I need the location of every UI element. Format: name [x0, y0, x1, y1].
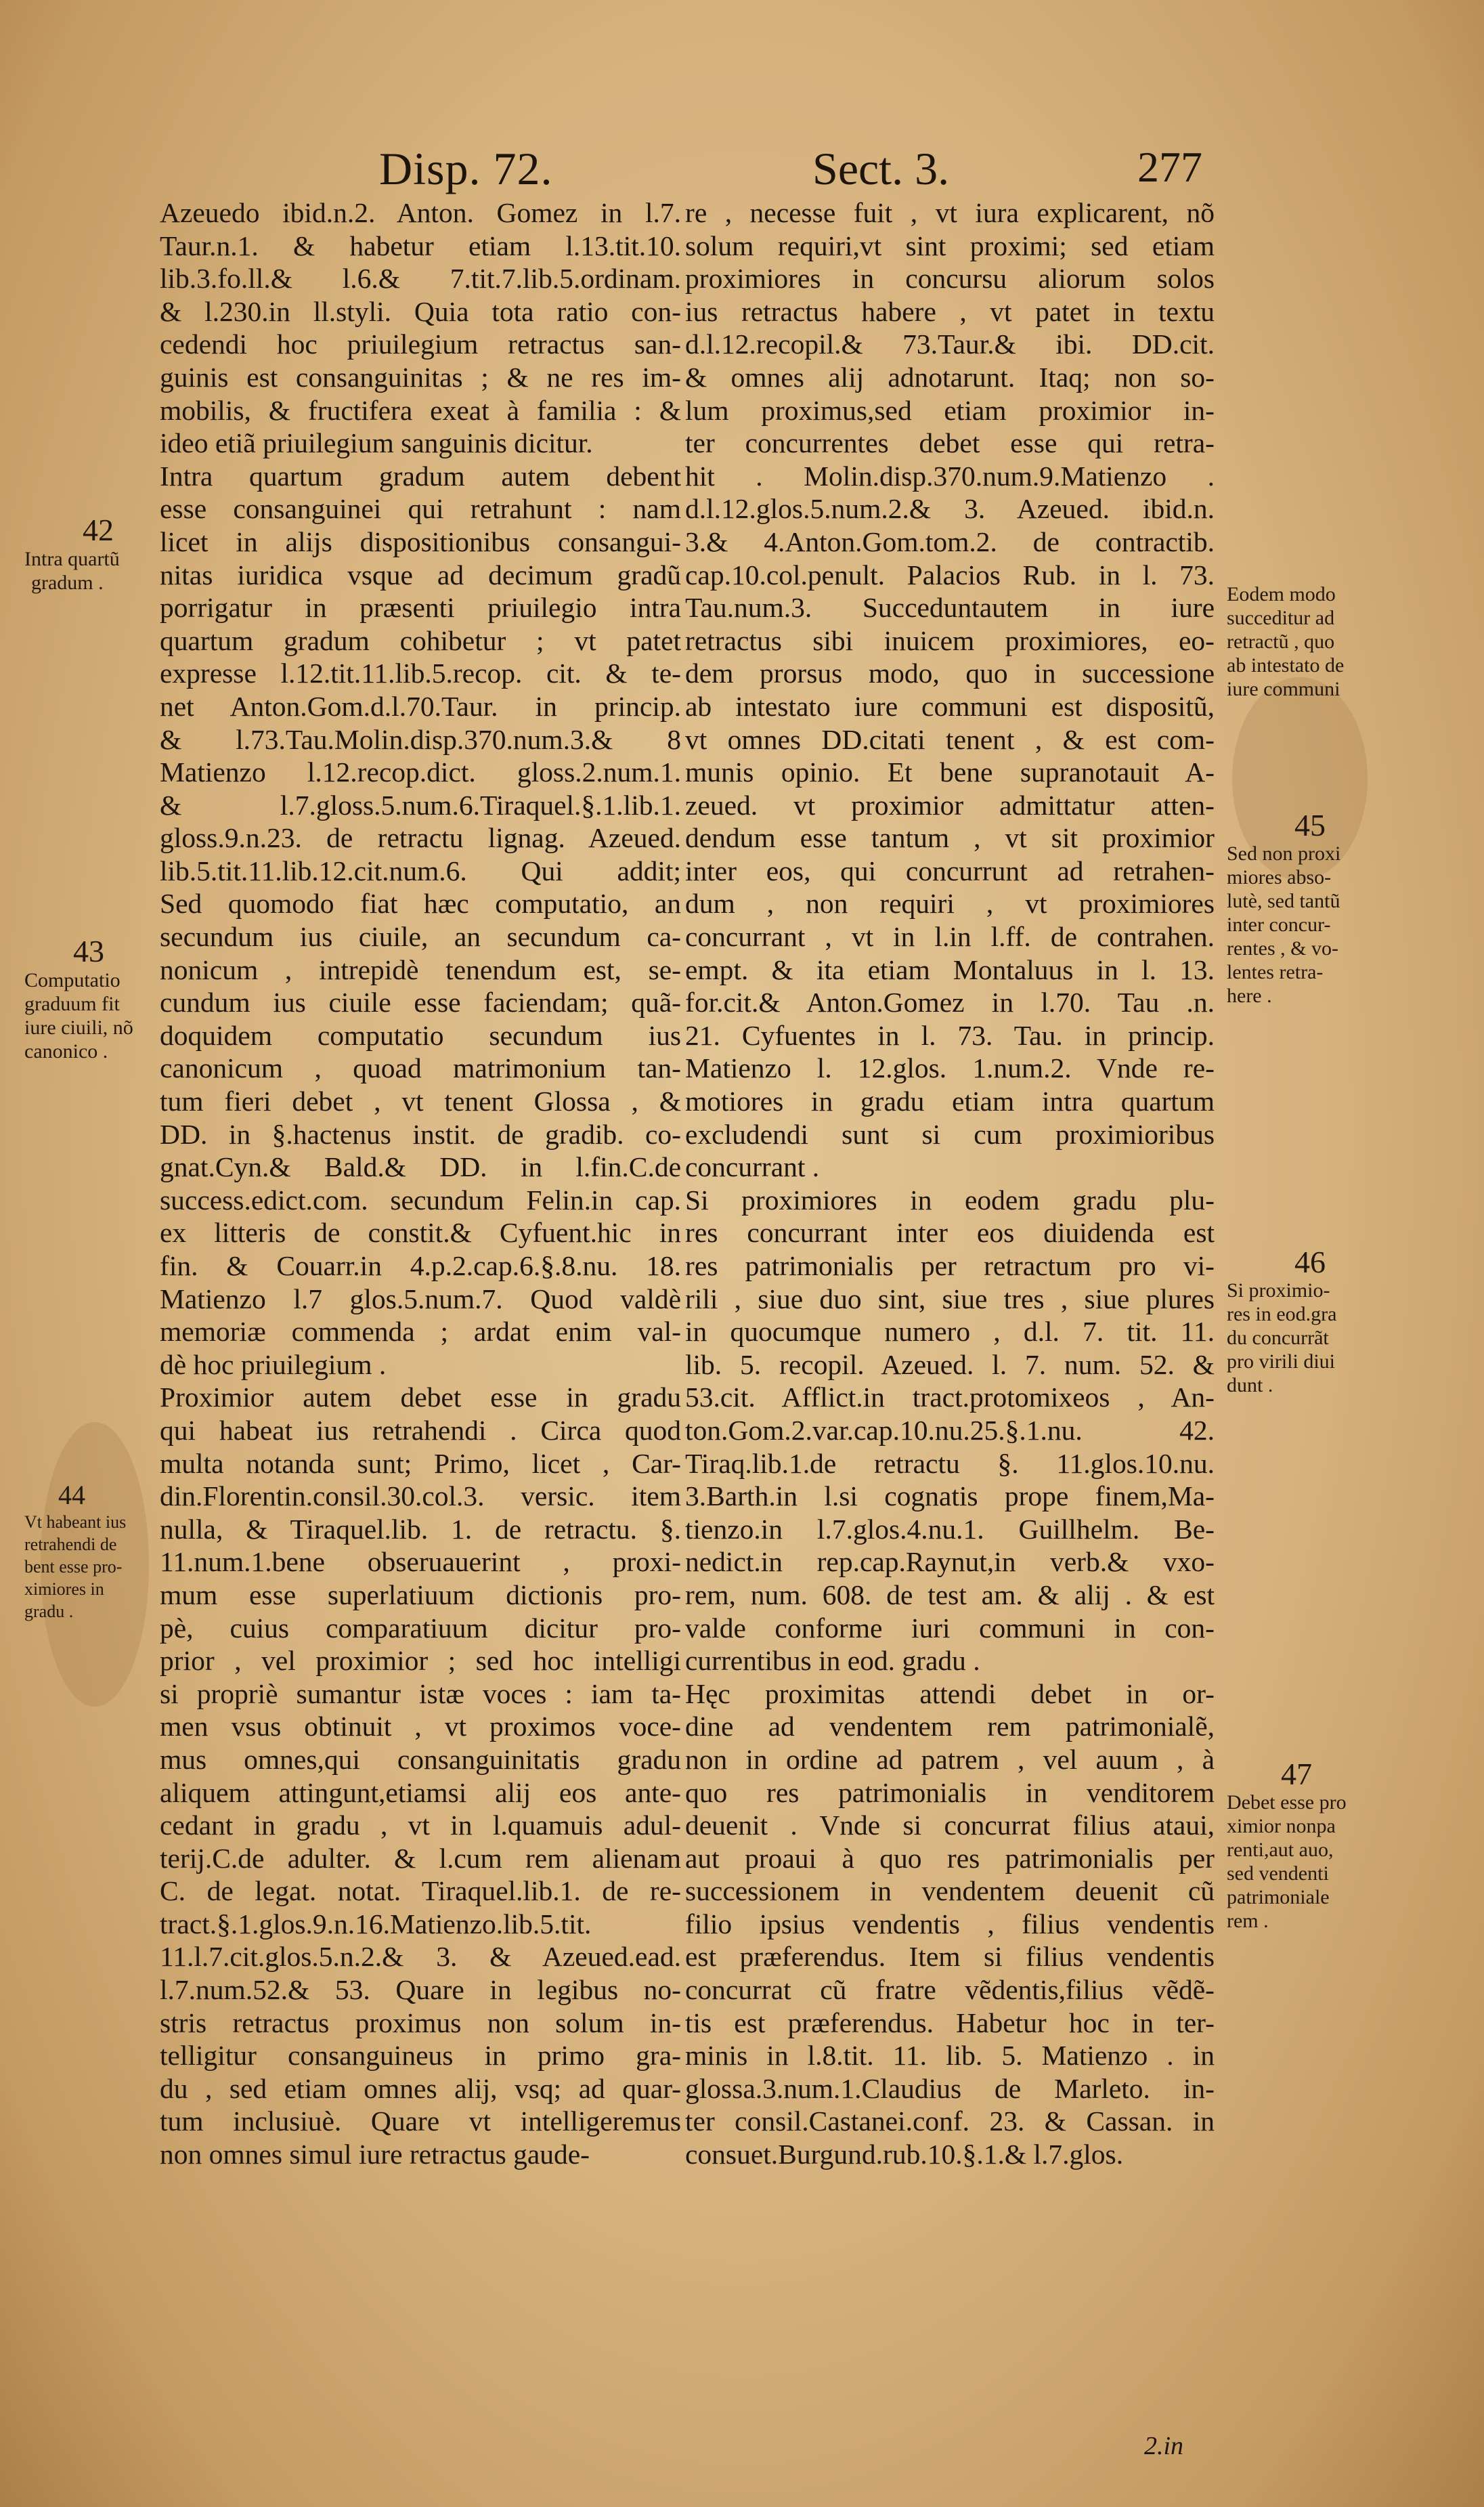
- text-line: Matienzo l.12.recop.dict. gloss.2.num.1.: [160, 756, 681, 788]
- margin-note-number: 45: [1294, 808, 1326, 842]
- margin-note-line: ab intestato de: [1227, 654, 1345, 677]
- text-line: esse consanguinei qui retrahunt : nam: [160, 493, 681, 525]
- text-line: & l.7.gloss.5.num.6.Tiraquel.§.1.lib.1.: [160, 789, 681, 821]
- text-line: vt omnes DD.citati tenent , & est com-: [685, 723, 1215, 755]
- text-line: munis opinio. Et bene supranotauit A-: [685, 756, 1215, 788]
- margin-note-number: 44: [58, 1480, 85, 1510]
- margin-note-line: rem .: [1227, 1910, 1269, 1932]
- text-line: res concurrant inter eos diuidenda est: [685, 1217, 1215, 1249]
- left-text-column: [160, 196, 681, 2171]
- text-line: success.edict.com. secundum Felin.in cap.: [160, 1184, 681, 1216]
- text-line: Taur.n.1. & habetur etiam l.13.tit.10.: [160, 230, 681, 261]
- header-section: Sect. 3.: [812, 143, 950, 194]
- margin-note-44: [24, 1480, 153, 1623]
- text-line: aliquem attingunt,etiamsi alij eos ante-: [160, 1776, 681, 1808]
- text-line: 53.cit. Afflict.in tract.protomixeos , An-: [685, 1381, 1215, 1413]
- text-line: prior , vel proximior ; sed hoc intelligi: [160, 1645, 681, 1677]
- text-line: doquidem computatio secundum ius: [160, 1019, 681, 1051]
- text-line: terij.C.de adulter. & l.cum rem alienam: [160, 1842, 681, 1874]
- margin-note-line: Intra quartũ: [24, 548, 120, 570]
- margin-note-line: res in eod.gra: [1227, 1303, 1337, 1325]
- text-line: canonicum , quoad matrimonium tan-: [160, 1052, 681, 1084]
- text-line: dè hoc priuilegium .: [160, 1348, 387, 1380]
- text-line: Matienzo l.7 glos.5.num.7. Quod valdè: [160, 1283, 681, 1314]
- text-line: est præferendus. Item si filius vendentis: [685, 1941, 1215, 1973]
- text-line: d.l.12.recopil.& 73.Taur.& ibi. DD.cit.: [685, 328, 1215, 360]
- header-disputation: Disp. 72.: [379, 143, 553, 194]
- margin-note-line: here .: [1227, 985, 1272, 1007]
- margin-note-number: 47: [1281, 1757, 1312, 1791]
- text-line: rili , siue duo sint, siue tres , siue plures: [685, 1283, 1215, 1314]
- margin-note-line: pro virili diui: [1227, 1350, 1335, 1373]
- text-line: rem, num. 608. de test am. & alij . & est: [685, 1579, 1215, 1610]
- text-line: nitas iuridica vsque ad decimum gradũ: [160, 559, 681, 591]
- text-line: si propriè sumantur istæ voces : iam ta-: [160, 1677, 681, 1709]
- margin-note-line: gradu .: [24, 1602, 74, 1621]
- text-line: solum requiri,vt sint proximi; sed etiam: [685, 230, 1215, 261]
- text-line: Tiraq.lib.1.de retractu §. 11.glos.10.nu.: [685, 1447, 1215, 1479]
- text-line: hit . Molin.disp.370.num.9.Matienzo .: [685, 460, 1215, 492]
- text-line: cundum ius ciuile esse faciendam; quã-: [160, 987, 681, 1019]
- text-line: dem prorsus modo, quo in successione: [685, 658, 1215, 689]
- margin-note-line: inter concur-: [1227, 914, 1331, 936]
- text-line: deuenit . Vnde si concurrat filius ataui,: [685, 1809, 1215, 1841]
- text-line: & omnes alij adnotarunt. Itaq; non so-: [685, 361, 1215, 393]
- text-line: glossa.3.num.1.Claudius de Marleto. in-: [685, 2072, 1215, 2104]
- text-line: net Anton.Gom.d.l.70.Taur. in princip.: [160, 690, 681, 722]
- margin-note-line: Sed non proxi: [1227, 842, 1341, 865]
- text-line: dum , non requiri , vt proximiores: [685, 888, 1215, 920]
- text-line: inter eos, qui concurrunt ad retrahen-: [685, 855, 1215, 886]
- text-line: non omnes simul iure retractus gaude-: [160, 2139, 590, 2170]
- text-line: C. de legat. notat. Tiraquel.lib.1. de re-: [160, 1875, 681, 1907]
- text-line: fin. & Couarr.in 4.p.2.cap.6.§.8.nu. 18.: [160, 1250, 681, 1281]
- text-line: gloss.9.n.23. de retractu lignag. Azeued.: [160, 822, 681, 854]
- text-line: cedendi hoc priuilegium retractus san-: [160, 328, 681, 360]
- text-line: tienzo.in l.7.glos.4.nu.1. Guillhelm. Be-: [685, 1513, 1215, 1545]
- margin-note-number: 42: [83, 513, 114, 547]
- text-line: lib. 5. recopil. Azeued. l. 7. num. 52. &: [685, 1348, 1215, 1380]
- margin-note-line: iure communi: [1227, 678, 1340, 700]
- text-line: secundum ius ciuile, an secundum ca-: [160, 921, 681, 953]
- text-line: 11.num.1.bene obseruauerint , proxi-: [160, 1546, 681, 1578]
- margin-note-45: [1227, 809, 1389, 1008]
- text-line: minis in l.8.tit. 11. lib. 5. Matienzo . in: [685, 2040, 1215, 2072]
- text-line: valde conforme iuri communi in con-: [685, 1612, 1215, 1644]
- text-line: qui habeat ius retrahendi . Circa quod: [160, 1414, 681, 1446]
- text-line: multa notanda sunt; Primo, licet , Car-: [160, 1447, 681, 1479]
- text-line: l.7.num.52.& 53. Quare in legibus no-: [160, 1974, 681, 2006]
- margin-note-number: 46: [1294, 1245, 1326, 1279]
- text-line: stris retractus proximus non solum in-: [160, 2007, 681, 2038]
- text-line: empt. & ita etiam Montaluus in l. 13.: [685, 953, 1215, 985]
- text-line: memoriæ commenda ; ardat enim val-: [160, 1316, 681, 1348]
- margin-note-line: succeditur ad: [1227, 607, 1335, 629]
- text-line: expresse l.12.tit.11.lib.5.recop. cit. & te-: [160, 658, 681, 689]
- margin-note-line: bent esse pro-: [24, 1557, 123, 1577]
- text-line: DD. in §.hactenus instit. de gradib. co-: [160, 1118, 681, 1150]
- text-line: nonicum , intrepidè tenendum est, se-: [160, 953, 681, 985]
- margin-note-line: retrahendi de: [24, 1535, 117, 1554]
- text-line: lum proximus,sed etiam proximior in-: [685, 394, 1215, 426]
- text-line: mobilis, & fructifera exeat à familia : &: [160, 394, 681, 426]
- right-text-column: [685, 196, 1215, 2171]
- text-line: cap.10.col.penult. Palacios Rub. in l. 73.: [685, 559, 1215, 591]
- margin-note-line: sed vendenti: [1227, 1862, 1329, 1885]
- margin-note-42: [24, 513, 153, 595]
- text-line: ab intestato iure communi est dispositũ,: [685, 690, 1215, 722]
- margin-note-line: Computatio: [24, 969, 121, 991]
- text-line: 3.Barth.in l.si cognatis prope finem,Ma-: [685, 1480, 1215, 1512]
- text-line: zeued. vt proximior admittatur atten-: [685, 789, 1215, 821]
- text-line: Hęc proximitas attendi debet in or-: [685, 1677, 1215, 1709]
- page-number: 277: [1137, 143, 1202, 191]
- text-line: quartum gradum cohibetur ; vt patet: [160, 624, 681, 656]
- text-line: mus omnes,qui consanguinitatis gradu: [160, 1743, 681, 1775]
- text-line: Si proximiores in eodem gradu plu-: [685, 1184, 1215, 1216]
- text-line: res patrimonialis per retractum pro vi-: [685, 1250, 1215, 1281]
- text-line: 11.l.7.cit.glos.5.n.2.& 3. & Azeued.ead.: [160, 1941, 681, 1973]
- text-line: nedict.in rep.cap.Raynut,in verb.& vxo-: [685, 1546, 1215, 1578]
- margin-note-line: Si proximio-: [1227, 1279, 1330, 1302]
- margin-note-line: du concurrãt: [1227, 1327, 1329, 1349]
- margin-note-line: gradum .: [31, 572, 104, 594]
- margin-note-line: retractũ , quo: [1227, 630, 1335, 653]
- text-line: retractus sibi inuicem proximiores, eo-: [685, 624, 1215, 656]
- margin-note-line: patrimoniale: [1227, 1886, 1330, 1908]
- margin-note-line: graduum fit: [24, 993, 120, 1015]
- text-line: tum fieri debet , vt tenent Glossa , &: [160, 1086, 681, 1117]
- text-line: in quocumque numero , d.l. 7. tit. 11.: [685, 1316, 1215, 1348]
- text-line: 21. Cyfuentes in l. 73. Tau. in princip.: [685, 1019, 1215, 1051]
- text-line: ton.Gom.2.var.cap.10.nu.25.§.1.nu. 42.: [685, 1414, 1215, 1446]
- text-line: Proximior autem debet esse in gradu: [160, 1381, 681, 1413]
- margin-note-line: renti,aut auo,: [1227, 1839, 1334, 1861]
- catchword: 2.in: [1144, 2432, 1184, 2460]
- text-line: excludendi sunt si cum proximioribus: [685, 1118, 1215, 1150]
- text-line: re , necesse fuit , vt iura explicarent, nõ: [685, 197, 1215, 228]
- text-line: Intra quartum gradum autem debent: [160, 460, 681, 492]
- margin-note-unnumbered: [1227, 582, 1389, 701]
- text-line: ius retractus habere , vt patet in textu: [685, 295, 1215, 327]
- text-line: 3.& 4.Anton.Gom.tom.2. de contractib.: [685, 526, 1215, 557]
- text-line: lib.5.tit.11.lib.12.cit.num.6. Qui addit;: [160, 855, 681, 886]
- text-line: mum esse superlatiuum dictionis pro-: [160, 1579, 681, 1610]
- text-line: d.l.12.glos.5.num.2.& 3. Azeued. ibid.n.: [685, 493, 1215, 525]
- margin-note-line: Vt habeant ius: [24, 1512, 127, 1532]
- text-line: concurrant , vt in l.in l.ff. de contrahen.: [685, 921, 1215, 953]
- text-line: tum inclusiuè. Quare vt intelligeremus: [160, 2105, 681, 2137]
- margin-note-line: ximiores in: [24, 1579, 104, 1599]
- text-line: dine ad vendentem rem patrimonialẽ,: [685, 1711, 1215, 1742]
- text-line: Matienzo l. 12.glos. 1.num.2. Vnde re-: [685, 1052, 1215, 1084]
- margin-note-line: ximior nonpa: [1227, 1815, 1336, 1837]
- margin-note-line: Debet esse pro: [1227, 1791, 1347, 1814]
- margin-note-line: dunt .: [1227, 1374, 1273, 1396]
- text-line: successionem in vendentem deuenit cũ: [685, 1875, 1215, 1907]
- text-line: proximiores in concursu aliorum solos: [685, 263, 1215, 295]
- running-header: [169, 142, 1252, 203]
- text-line: Azeuedo ibid.n.2. Anton. Gomez in l.7.: [160, 197, 681, 228]
- text-line: ideo etiã priuilegium sanguinis dicitur.: [160, 427, 593, 459]
- text-line: ter consil.Castanei.conf. 23. & Cassan. in: [685, 2105, 1215, 2137]
- text-line: ex litteris de constit.& Cyfuent.hic in: [160, 1217, 681, 1249]
- text-line: gnat.Cyn.& Bald.& DD. in l.fin.C.de: [160, 1151, 681, 1183]
- text-line: Sed quomodo fiat hæc computatio, an: [160, 888, 681, 920]
- text-line: non in ordine ad patrem , vel auum , à: [685, 1743, 1215, 1775]
- margin-note-line: iure ciuili, nõ: [24, 1016, 133, 1039]
- text-line: din.Florentin.consil.30.col.3. versic. item: [160, 1480, 681, 1512]
- text-line: Tau.num.3. Succeduntautem in iure: [685, 592, 1215, 624]
- margin-note-line: lutè, sed tantũ: [1227, 890, 1340, 912]
- text-line: licet in alijs dispositionibus consangui-: [160, 526, 681, 557]
- text-line: concurrant .: [685, 1151, 820, 1183]
- text-line: & l.230.in ll.styli. Quia tota ratio con-: [160, 295, 681, 327]
- margin-note-line: canonico .: [24, 1040, 108, 1063]
- text-line: nulla, & Tiraquel.lib. 1. de retractu. §.: [160, 1513, 681, 1545]
- text-line: for.cit.& Anton.Gomez in l.70. Tau .n.: [685, 987, 1215, 1019]
- margin-note-47: [1227, 1758, 1389, 1933]
- text-line: tis est præferendus. Habetur hoc in ter-: [685, 2007, 1215, 2038]
- margin-note-43: [24, 935, 153, 1063]
- text-line: dendum esse tantum , vt sit proximior: [685, 822, 1215, 854]
- text-line: concurrat cũ fratre vẽdentis,filius vẽdẽ-: [685, 1974, 1215, 2006]
- text-line: porrigatur in præsenti priuilegio intra: [160, 592, 681, 624]
- text-line: lib.3.fo.ll.& l.6.& 7.tit.7.lib.5.ordinam.: [160, 263, 681, 295]
- text-line: & l.73.Tau.Molin.disp.370.num.3.& 8: [160, 723, 681, 755]
- margin-note-46: [1227, 1246, 1389, 1397]
- text-line: ter concurrentes debet esse qui retra-: [685, 427, 1215, 459]
- text-line: aut proaui à quo res patrimonialis per: [685, 1842, 1215, 1874]
- text-line: filio ipsius vendentis , filius vendentis: [685, 1908, 1215, 1940]
- text-line: pè, cuius comparatiuum dicitur pro-: [160, 1612, 681, 1644]
- text-line: du , sed etiam omnes alij, vsq; ad quar-: [160, 2072, 681, 2104]
- margin-note-line: Eodem modo: [1227, 583, 1336, 605]
- text-line: cedant in gradu , vt in l.quamuis adul-: [160, 1809, 681, 1841]
- text-line: quo res patrimonialis in venditorem: [685, 1776, 1215, 1808]
- text-line: men vsus obtinuit , vt proximos voce-: [160, 1711, 681, 1742]
- text-line: telligitur consanguineus in primo gra-: [160, 2040, 681, 2072]
- text-line: consuet.Burgund.rub.10.§.1.& l.7.glos.: [685, 2139, 1124, 2170]
- margin-note-line: lentes retra-: [1227, 961, 1324, 983]
- text-line: motiores in gradu etiam intra quartum: [685, 1086, 1215, 1117]
- text-line: guinis est consanguinitas ; & ne res im-: [160, 361, 681, 393]
- margin-note-number: 43: [73, 934, 104, 968]
- text-line: tract.§.1.glos.9.n.16.Matienzo.lib.5.tit.: [160, 1908, 592, 1940]
- text-line: currentibus in eod. gradu .: [685, 1645, 980, 1677]
- margin-note-line: rentes , & vo-: [1227, 937, 1338, 960]
- margin-note-line: miores abso-: [1227, 866, 1332, 888]
